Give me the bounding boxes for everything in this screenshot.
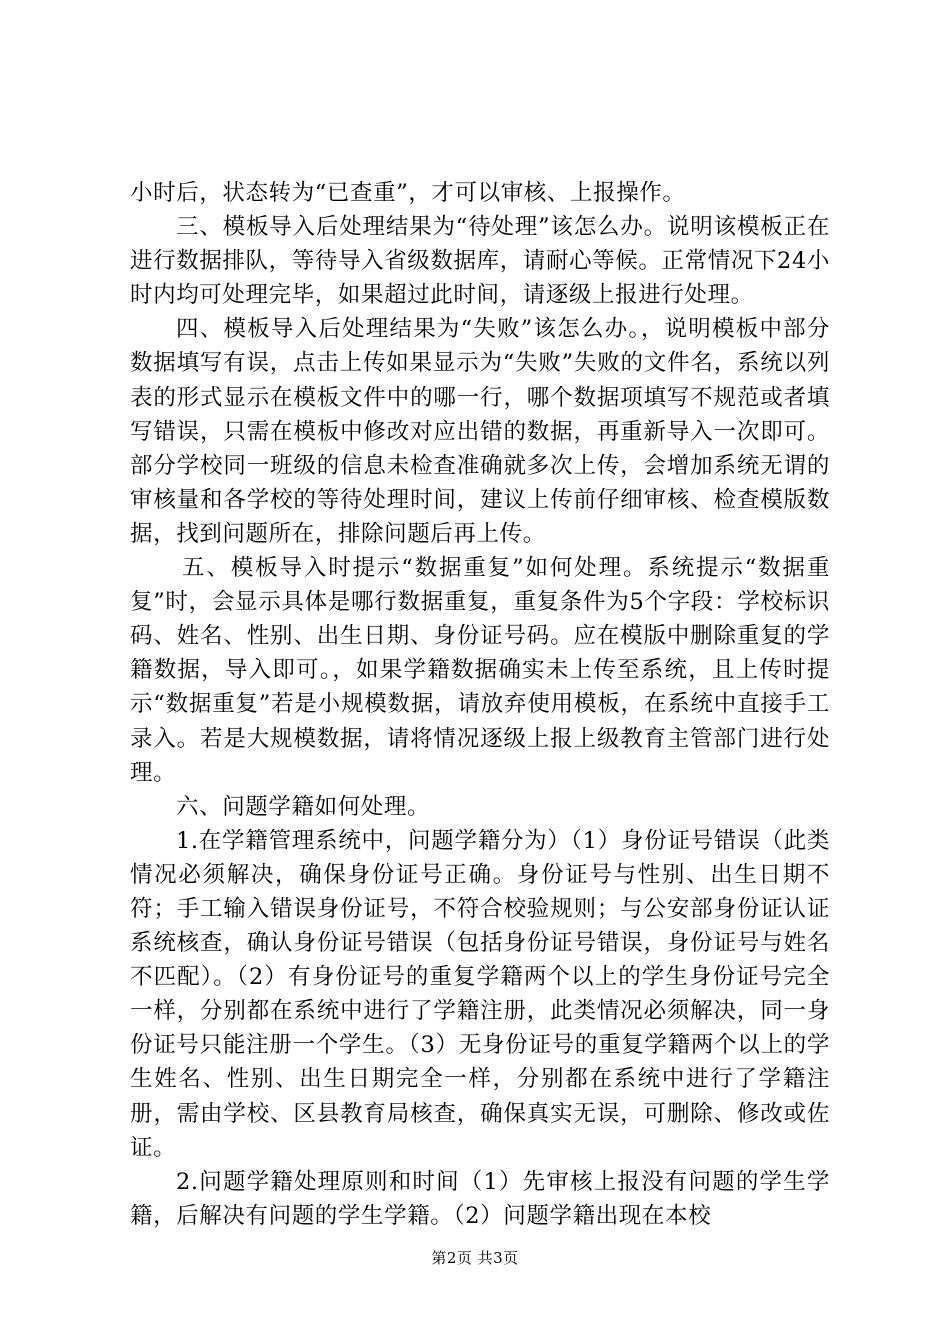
- paragraph-section-5: 五、模板导入时提示“数据重复”如何处理。系统提示“数据重复”时，会显示具体是哪行数据重复，重复条件为5个字段：学校标识码、姓名、性别、出生日期、身份证号码。应在模版中删除重复的学籍数据，导入即可。，如果学籍数据确实未上传至系统，且上传时提示“数据重复”若是小规模数据，请放弃使用模板，在系统中直接手工录入。若是大规模数据，请将情况逐级上报上级教育主管部门进行处理。: [130, 555, 830, 786]
- paragraph-item-1: 1.在学籍管理系统中，问题学籍分为）（1）身份证号错误（此类情况必须解决，确保身份证号正确。身份证号与性别、出生日期不符；手工输入错误身份证号，不符合校验规则；与公安部身份证认证系统核查，确认身份证号错误（包括身份证号错误，身份证号与姓名不匹配）。（2）有身份证号的重复学籍两个以上的学生身份证号完全一样，分别都在系统中进行了学籍注册，此类情况必须解决，同一身份证号只能注册一个学生。（3）无身份证号的重复学籍两个以上的学生姓名、性别、出生日期完全一样，分别都在系统中进行了学籍注册，需由学校、区县教育局核查，确保真实无误，可删除、修改或佐证。: [130, 827, 830, 1161]
- page-footer: 第2页 共3页: [431, 1249, 519, 1267]
- paragraph-section-6-heading: 六、问题学籍如何处理。: [176, 793, 431, 820]
- paragraph-section-3: 三、模板导入后处理结果为“待处理”该怎么办。说明该模板正在进行数据排队，等待导入省级数据库，请耐心等候。正常情况下24小时内均可处理完毕，如果超过此时间，请逐级上报进行处理。: [130, 214, 830, 309]
- paragraph-section-4: 四、模板导入后处理结果为“失败”该怎么办。，说明模板中部分数据填写有误，点击上传如果显示为“失败”失败的文件名，系统以列表的形式显示在模板文件中的哪一行，哪个数据项填写不规范或者填写错误，只需在模板中修改对应出错的数据，再重新导入一次即可。部分学校同一班级的信息未检查准确就多次上传，会增加系统无谓的审核量和各学校的等待处理时间，建议上传前仔细审核、检查模版数据，找到问题所在，排除问题后再上传。: [130, 316, 830, 547]
- paragraph-continuation: 小时后，状态转为“已查重”，才可以审核、上报操作。: [130, 180, 686, 206]
- document-body: [130, 176, 830, 1233]
- paragraph-item-2: 2.问题学籍处理原则和时间（1）先审核上报没有问题的学生学籍，后解决有问题的学生学籍。（2）问题学籍出现在本校: [130, 1168, 830, 1229]
